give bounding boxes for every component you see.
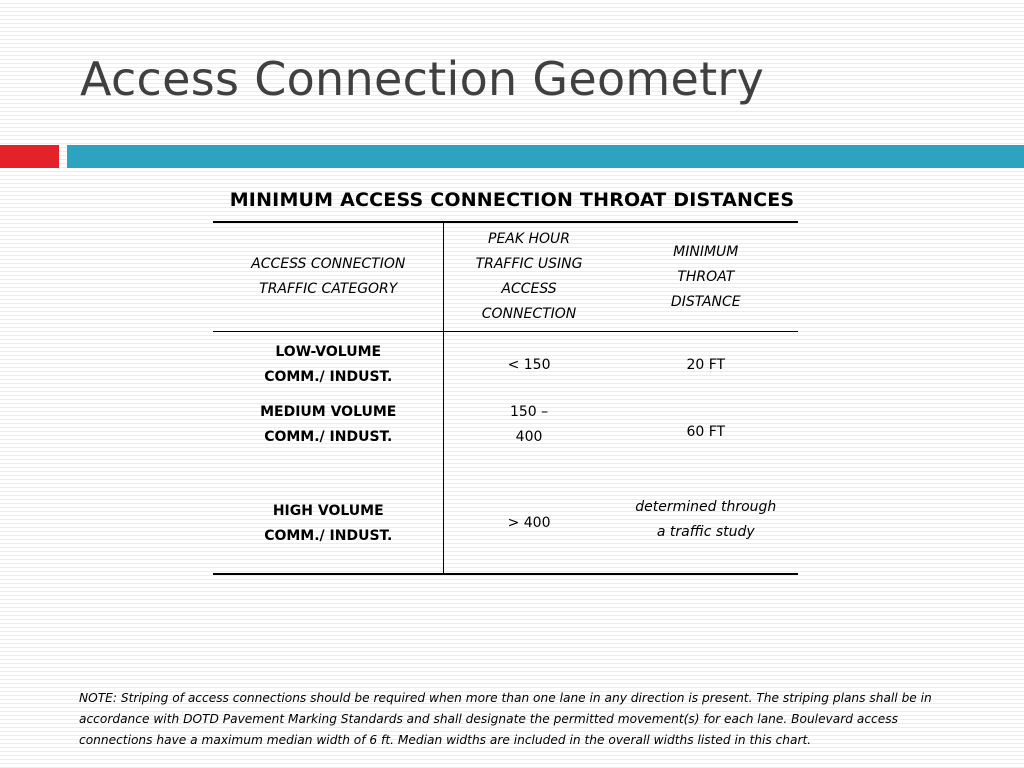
header-line: PEAK HOUR [488,231,571,247]
throat-distance-table [213,221,798,575]
cell-line: HIGH VOLUME [272,502,384,519]
accent-bar-blue [67,145,1024,168]
cell-line: 60 FT [686,423,726,440]
table-header-row [213,222,798,332]
header-line: CONNECTION [481,306,577,322]
header-minimum-throat-distance [614,222,798,332]
cell-traffic-category [213,332,444,399]
cell-line: > 400 [507,515,551,531]
table-row-medium-volume [213,398,798,464]
cell-line: 20 FT [686,356,726,373]
cell-throat-distance [614,464,798,574]
header-line: ACCESS [501,281,557,297]
cell-line: 150 – [509,404,549,420]
slide-title: Access Connection Geometry [80,52,765,106]
footnote [79,688,1004,751]
footnote-line: accordance with DOTD Pavement Marking Standards and shall designate the permitted movement(s) for each lane. Boulevard access [79,712,898,726]
table-row-low-volume [213,332,798,399]
table-row-high-volume [213,464,798,574]
cell-line: COMM./ INDUST. [264,429,393,445]
cell-peak-traffic [444,464,614,574]
cell-line: determined through [635,498,777,515]
header-line: TRAFFIC CATEGORY [259,281,398,297]
cell-traffic-category [213,464,444,574]
cell-line: MEDIUM VOLUME [260,404,397,420]
header-peak-hour-traffic [444,222,614,332]
header-line: MINIMUM [673,243,739,260]
cell-line: a traffic study [656,523,755,540]
cell-peak-traffic [444,398,614,464]
cell-line: COMM./ INDUST. [264,527,393,544]
cell-line: < 150 [507,356,551,373]
accent-bar-red [0,145,59,168]
cell-traffic-category [213,398,444,464]
cell-line: 400 [515,429,543,445]
cell-line: COMM./ INDUST. [264,369,393,385]
header-line: THROAT [677,268,735,285]
cell-peak-traffic [444,332,614,399]
cell-throat-distance [614,398,798,464]
footnote-line: NOTE: Striping of access connections should be required when more than one lane in any direction is present. The striping plans shall be in [79,691,932,705]
cell-line: LOW-VOLUME [275,344,382,360]
header-traffic-category [213,222,444,332]
header-line: DISTANCE [670,293,741,310]
table-caption: MINIMUM ACCESS CONNECTION THROAT DISTANCES [229,189,795,211]
footnote-line: connections have a maximum median width of 6 ft. Median widths are included in the overall widths listed in this chart. [79,733,812,747]
cell-throat-distance [614,332,798,399]
header-line: ACCESS CONNECTION [251,256,406,272]
header-line: TRAFFIC USING [475,256,583,272]
